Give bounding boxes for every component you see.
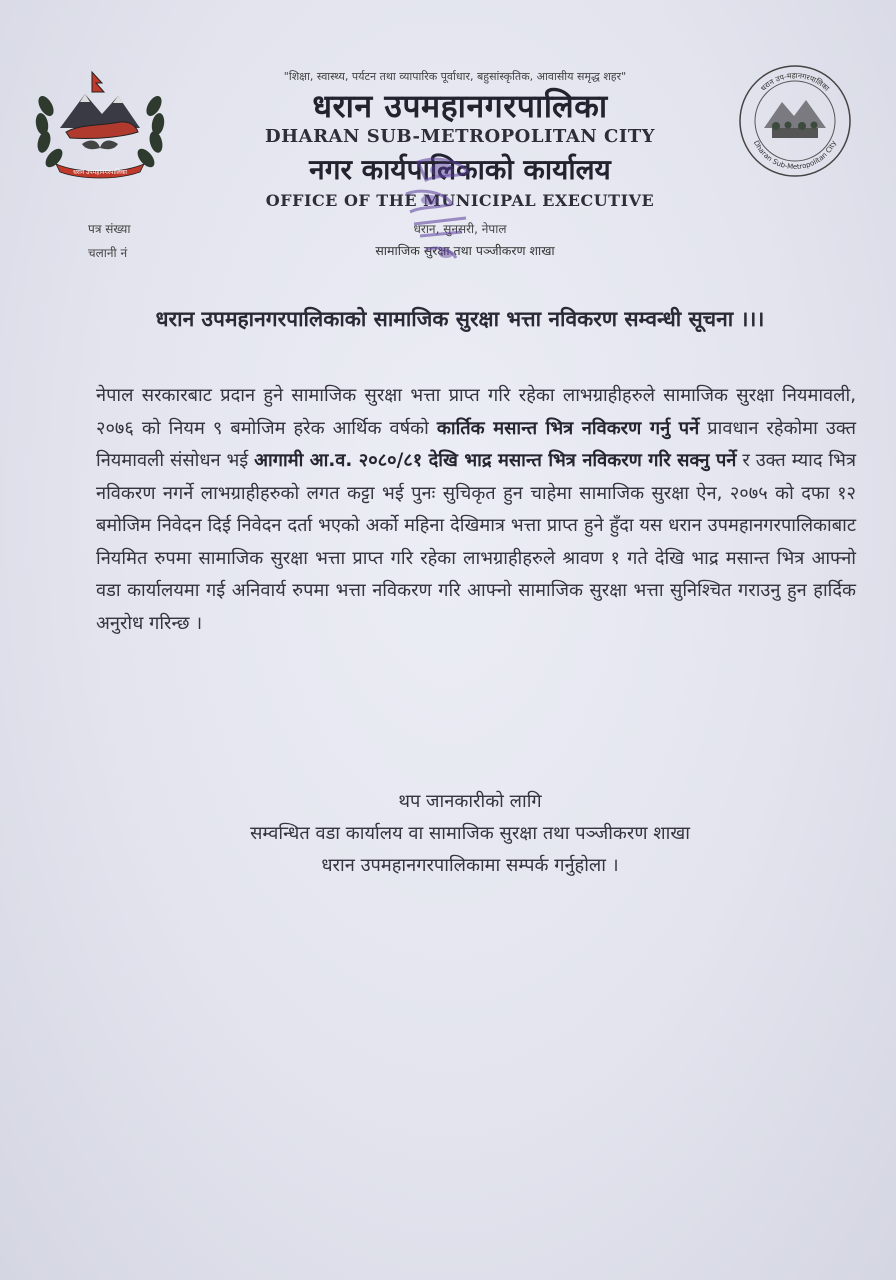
footer-line-2: सम्वन्धित वडा कार्यालय वा सामाजिक सुरक्षा तथा पञ्जीकरण शाखा: [250, 823, 690, 844]
footer-line-3: धरान उपमहानगरपालिकामा सम्पर्क गर्नुहोला ।: [321, 855, 619, 876]
branch-name: सामाजिक सुरक्षा तथा पञ्जीकरण शाखा: [375, 243, 555, 258]
body-part-3: र उक्त म्याद भित्र नविकरण नगर्ने लाभग्राहीहरुको लगत कट्टा भई पुनः सुचिकृत हुन चाहेमा सामाजिक सुरक्षा ऐन, २०७५ को दफा १२ बमोजिम निवेदन दिई निवेदन दर्ता भएको अर्को महिना देखिमात्र भत्ता प्राप्त हुने हुँदा यस धरान उपमहानगरपालिकाबाट नियमित रुपमा सामाजिक सुरक्षा भत्ता प्राप्त गरि रहेका लाभग्राहीहरुले श्रावण १ गते देखि भाद्र मसान्त भित्र आफ्नो वडा कार्यालयमा गई अनिवार्य रुपमा भत्ता नविकरण गरि आफ्नो सामाजिक सुरक्षा भत्ता सुनिश्चित गराउनु हुन हार्दिक अनुरोध गरिन्छ ।: [96, 450, 856, 634]
contact-footer: [160, 786, 780, 882]
footer-line-1: थप जानकारीको लागि: [398, 791, 542, 812]
notice-body: [96, 380, 856, 640]
body-bold-deadline-old: कार्तिक मसान्त भित्र नविकरण गर्नु पर्ने: [436, 417, 700, 439]
dispatch-number-label: चलानी नं: [88, 246, 128, 260]
municipality-name-en: DHARAN SUB-METROPOLITAN CITY: [265, 126, 655, 147]
office-name-np: नगर कार्यपालिकाको कार्यालय: [309, 153, 611, 186]
nepal-emblem-icon: [30, 66, 170, 182]
office-name-en: OFFICE OF THE MUNICIPAL EXECUTIVE: [265, 191, 655, 210]
ink-stamp-icon: [396, 154, 480, 280]
letter-number-label: पत्र संख्या: [88, 222, 131, 236]
left-emblem-caption: धरान उपमहानगरपालिका: [73, 169, 127, 176]
notice-title: धरान उपमहानगरपालिकाको सामाजिक सुरक्षा भत्ता नविकरण सम्वन्धी सूचना ।।।: [155, 307, 765, 331]
right-emblem-top-text: धरान उप-महानगरपालिका: [758, 70, 832, 93]
motto-text: "शिक्षा, स्वास्थ्य, पर्यटन तथा व्यापारिक पूर्वाधार, बहुसांस्कृतिक, आवासीय समृद्ध शहर": [283, 70, 627, 83]
location-text: धरान, सुनसरी, नेपाल: [413, 222, 507, 236]
body-part-1: नेपाल सरकारबाट प्रदान हुने सामाजिक सुरक्षा भत्ता प्राप्त गरि रहेका लाभग्राहीहरुले सामाजिक सुरक्षा नियमावली, २०७६ को नियम ९ बमोजिम हरेक आर्थिक वर्षको: [96, 385, 856, 439]
municipality-name-np: धरान उपमहानगरपालिका: [312, 87, 608, 125]
right-emblem-caption: Dharan Sub-Metropolitan City: [751, 139, 839, 172]
dharan-seal-icon: [736, 62, 854, 180]
body-part-2: प्रावधान रहेकोमा उक्त नियमावली संसोधन भई: [96, 417, 856, 471]
body-bold-deadline-new: आगामी आ.व. २०८०/८१ देखि भाद्र मसान्त भित्र नविकरण गरि सक्नु पर्ने: [254, 450, 737, 471]
